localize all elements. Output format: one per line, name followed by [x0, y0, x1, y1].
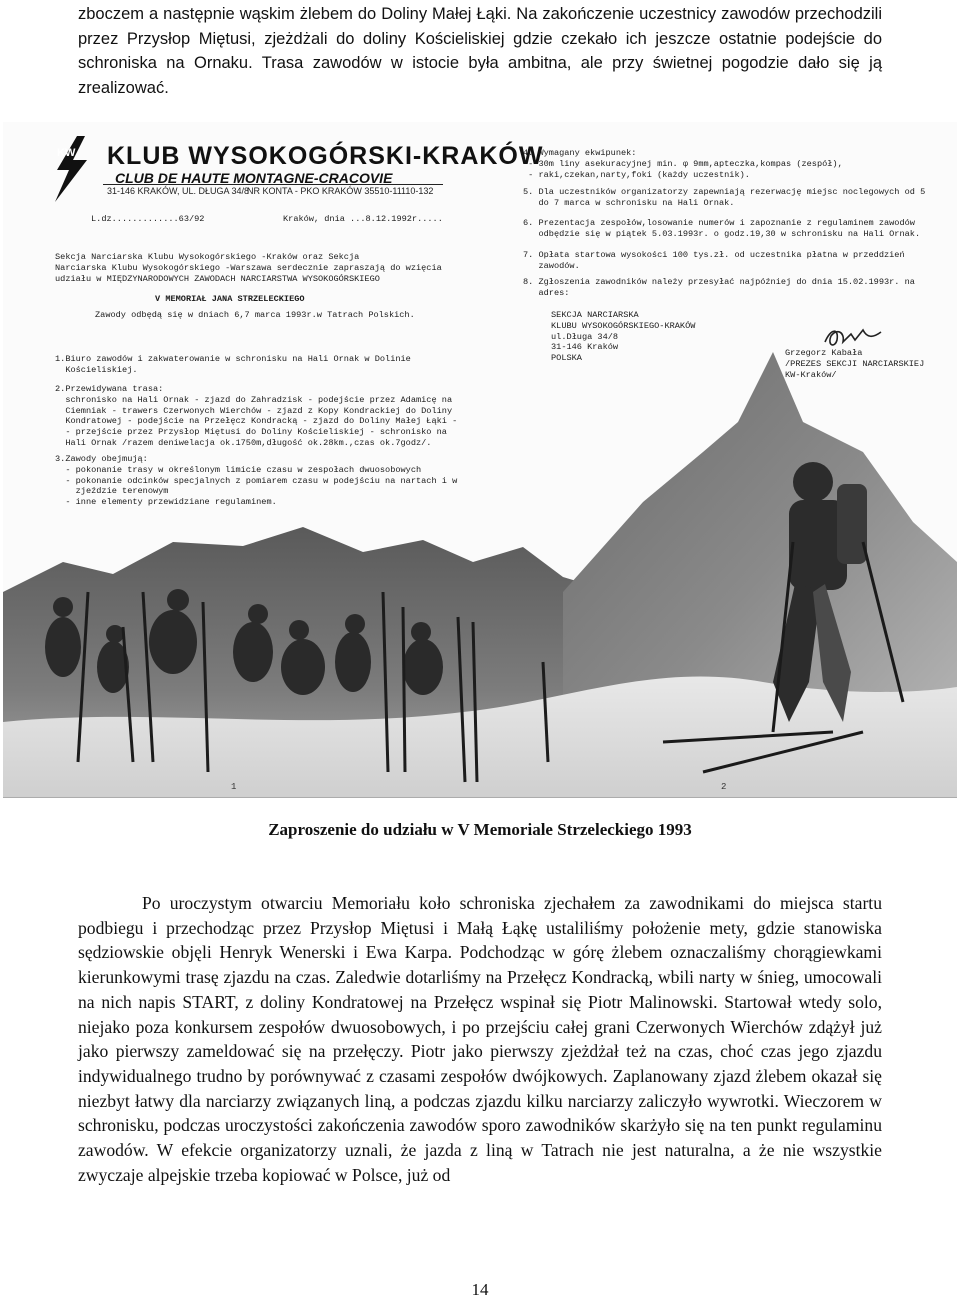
letterhead-rule [103, 184, 443, 185]
top-paragraph: zboczem a następnie wąskim żlebem do Doliny Małej Łąki. Na zakończenie uczestnicy zawodów przechodzili przez Przysłop Miętusi, zjeżdżali do doliny Kościeliskiej gdzie czekało ich jeszcze ostatnie podejście do schroniska na Ornaku. Trasa zawodów w istocie była ambitna, ale przy świetnej pogodzie dało się ją zrealizować. [78, 5, 882, 97]
photo-number-2: 2 [721, 782, 727, 792]
svg-text:KW: KW [57, 147, 76, 159]
figure-caption: Zaproszenie do udziału w V Memoriale Strzeleckiego 1993 [268, 820, 692, 839]
bank-account: NR KONTA - PKO KRAKÓW 35510-11110-132 [247, 186, 434, 196]
body-paragraph: Po uroczystym otwarciu Memoriału koło schroniska zjechałem za zawodnikami do miejsca startu podbiegu i przechodząc przez Przysłop Miętusi i Małą Łąkę ustaliliśmy położenie mety, gdzie stanowiska sędziowskie objęli Henryk Wenerski i Ewa Karpa. Podchodząc w górę żlebem oznaczaliśmy chorągiewkami kierunkowymi trasę zjazdu na czas. Zaledwie dotarliśmy na Przełęcz Kondracką, wbili narty w śnieg, umocowali na nich napis START, z doliny Kondratowej na Przełęcz wspinał się Piotr Malinowski. Startował wtedy solo, niejako poza konkursem zespołów dwuosobowych, i po przejściu całej grani Czerwonych Wierchów zdążył już jako pierwszy zameldować się na przełęczy. Piotr jako pierwszy zjeżdżał też na czas, choć czas jego zjazdu indywidualnego trudno by porównywać z czasami zespołów dwójkowych. Zaplanowany zjazd żlebem okazał się niezbyt łatwy dla narciarzy związanych liną, a podczas zjazdu kilku narciarzy zaliczyło wywrotki. Wieczorem w schronisku, podczas uroczystości zakończenia zawodów sporo zawodników skarżyło się na ten punkt regulaminu zawodów. W efekcie organizatorzy uznali, że jazda z liną w Tatrach nie jest naturalna, a że nie wszystkie zwyczaje alpejskie trzeba kopiować w Polsce, już od [78, 893, 882, 1185]
item-8-registration: 8. Zgłoszenia zawodników należy przesyłać najpóźniej do dnia 15.02.1993r. na adres: [523, 277, 915, 298]
club-name: KLUB WYSOKOGÓRSKI-KRAKÓW [107, 142, 544, 170]
memorial-title: V MEMORIAŁ JANA STRZELECKIEGO [155, 294, 305, 304]
reference-number: L.dz.............63/92 [91, 214, 205, 224]
item-2-route: 2.Przewidywana trasa: schronisko na Hali Ornak - zjazd do Zahradzisk - podejście przez Adamicę na Ciemniak - trawers Czerwonych Wierchów - zjazd z Kopy Kondrackiej do Doliny Kondratowej - podejście na Przełęcz Kondracką - zjazd do Doliny Małej Łąki - - przejście przez Przysłop Miętusi do Doliny Kościeliskiej - schronisko na Hali Ornak /razem deniwelacja ok.1750m,długość ok.28km.,czas ok.7godz/. [55, 384, 458, 448]
event-dates: Zawody odbędą się w dniach 6,7 marca 1993r.w Tatrach Polskich. [95, 310, 415, 320]
club-name-french: CLUB DE HAUTE MONTAGNE-CRACOVIE [115, 170, 393, 186]
scanned-invitation-image [3, 122, 957, 798]
invitation-intro: Sekcja Narciarska Klubu Wysokogórskiego -Kraków oraz Sekcja Narciarska Klubu Wysokogórskiego -Warszawa serdecznie zapraszają do wzięcia udziału w MIĘDZYNARODOWYCH ZAWODACH NARCIARSTWA WYSOKOGÓRSKIEGO [55, 252, 442, 284]
mailing-address: SEKCJA NARCIARSKA KLUBU WYSOKOGÓRSKIEGO-KRAKÓW ul.Długa 34/8 31-146 Kraków POLSKA [551, 310, 696, 364]
item-6-presentation: 6. Prezentacja zespołów,losowanie numerów i zapoznanie z regulaminem zawodów odbędzie się w piątek 5.03.1993r. o godz.19,30 w schronisku na Hali Ornak. [523, 218, 921, 239]
photo-number-1: 1 [231, 782, 237, 792]
letter-date: Kraków, dnia ...8.12.1992r..... [283, 214, 443, 224]
kw-club-logo [47, 134, 91, 204]
item-5-accommodation: 5. Dla uczestników organizatorzy zapewniają rezerwację miejsc noclegowych od 5 do 7 marca w schronisku na Hali Ornak. [523, 187, 926, 208]
item-4-equipment: 4. Wymagany ekwipunek: - 30m liny asekuracyjnej min. φ 9mm,apteczka,kompas (zespół), - raki,czekan,narty,foki (każdy uczestnik). [523, 148, 843, 180]
item-1-office: 1.Biuro zawodów i zakwaterowanie w schronisku na Hali Ornak w Dolinie Kościeliskiej. [55, 354, 411, 375]
signatory: Grzegorz Kabała /PREZES SEKCJI NARCIARSKIEJ KW-Kraków/ [785, 348, 925, 380]
item-7-fee: 7. Opłata startowa wysokości 100 tys.zł. od uczestnika płatna w przeddzień zawodów. [523, 250, 905, 271]
club-address: 31-146 KRAKÓW, UL. DŁUGA 34/8 [107, 186, 250, 196]
page-number: 14 [471, 1280, 489, 1299]
item-3-scope: 3.Zawody obejmują: - pokonanie trasy w określonym limicie czasu w zespołach dwuosobowych - pokonanie odcinków specjalnych z pomiarem czasu w podejściu na nartach i w zjeździe terenowym - inne elementy przewidziane regulaminem. [55, 454, 458, 508]
